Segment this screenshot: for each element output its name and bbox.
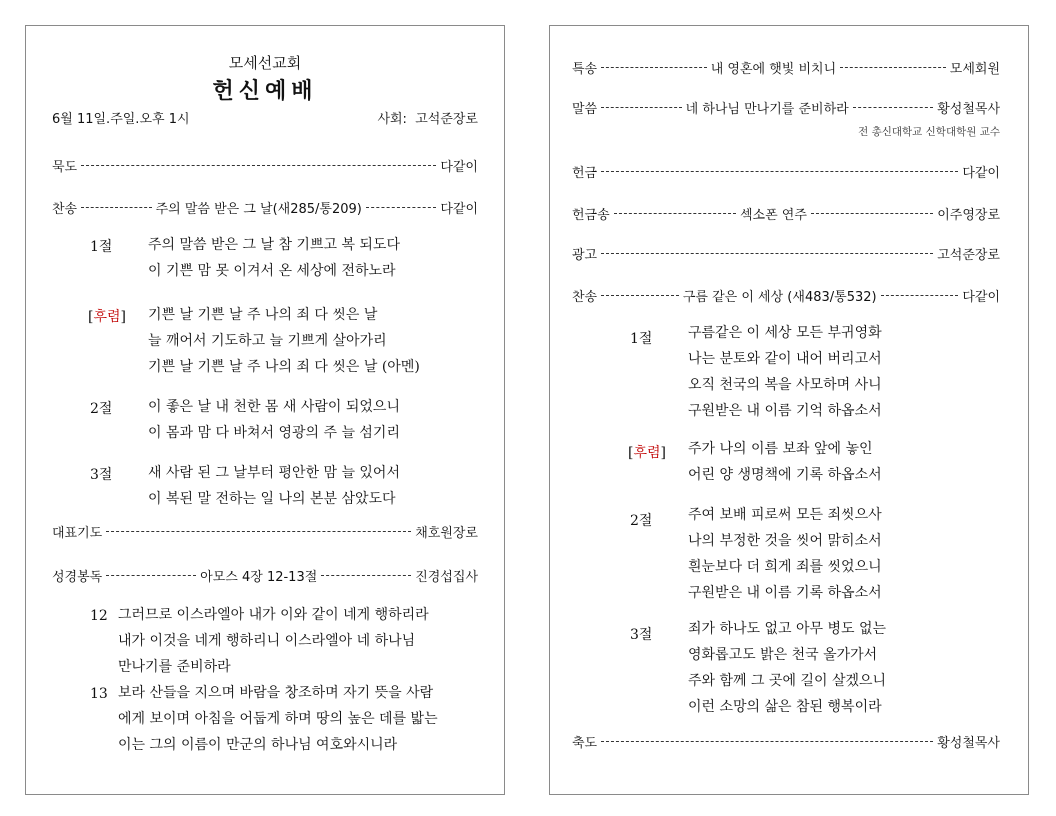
dotted-leader: [601, 295, 679, 296]
dotted-leader: [321, 575, 411, 576]
dotted-leader: [601, 253, 933, 254]
order-leader: 황성철목사: [937, 102, 1001, 117]
verse-number: 3절: [630, 627, 653, 643]
order-detail: 아모스 4장 12-13절: [200, 570, 318, 585]
order-item-sermon: [572, 98, 1000, 117]
order-detail: 섹소폰 연주: [739, 208, 807, 223]
dotted-leader: [601, 741, 933, 742]
order-item-announcements: [572, 244, 1000, 263]
order-label: 묵도: [52, 160, 78, 175]
order-leader: 진경섭집사: [415, 570, 479, 585]
order-detail: 네 하나님 만나기를 준비하라: [685, 102, 849, 117]
order-leader: 다같이: [440, 160, 478, 175]
order-detail: 내 영혼에 햇빛 비치니: [710, 62, 837, 77]
dotted-leader: [106, 531, 411, 532]
bible-verse-number: 12: [90, 608, 108, 624]
order-label: 찬송: [572, 290, 598, 305]
order-item-benediction: [572, 732, 1000, 751]
verse-text: 주여 보배 피로써 모든 죄씻으사 나의 부정한 것을 씻어 맑히소서 흰눈보다 더 희게 죄를 씻었으니 구원받은 내 이름 기록 하옵소서: [688, 507, 882, 601]
service-host: [377, 108, 478, 127]
verse-text: 구름같은 이 세상 모든 부귀영화 나는 분토와 같이 내어 버리고서 오직 천국의 복을 사모하며 사니 구원받은 내 이름 기억 하옵소서: [688, 325, 882, 419]
order-item-silent-prayer: [52, 156, 478, 175]
order-leader: 모세회원: [949, 62, 1000, 77]
order-label: 말씀: [572, 102, 598, 117]
bulletin-page-right: [549, 25, 1029, 795]
bible-verse-text: 보라 산들을 지으며 바람을 창조하며 자기 뜻을 사람 에게 보이며 아침을 어둡게 하며 땅의 높은 데를 밟는 이는 그의 이름이 만군의 하나님 여호와시니라: [118, 685, 438, 753]
chorus-marker: [후렴]: [88, 309, 126, 325]
host-name: 고석준장로: [415, 112, 478, 127]
service-title: 헌신예배: [212, 78, 318, 104]
dotted-leader: [840, 67, 946, 68]
verse-number: 2절: [630, 513, 653, 529]
order-item-offering-song: [572, 204, 1000, 223]
order-leader: 황성철목사: [937, 736, 1000, 751]
order-label: 축도: [572, 736, 598, 751]
dotted-leader: [601, 107, 682, 108]
order-item-representative-prayer: [52, 522, 478, 541]
dotted-leader: [853, 107, 934, 108]
order-item-special-song: [572, 58, 1000, 77]
verse-text: 주의 말씀 받은 그 날 참 기쁘고 복 되도다 이 기쁜 맘 못 이겨서 온 세상에 전하노라: [148, 237, 400, 279]
dotted-leader: [106, 575, 196, 576]
dotted-leader: [601, 67, 707, 68]
order-label: 대표기도: [52, 526, 103, 541]
speaker-note: 전 총신대학교 신학대학원 교수: [858, 126, 1000, 138]
verse-number: 3절: [90, 467, 113, 483]
order-leader: 다같이: [440, 202, 479, 217]
verse-text: 새 사람 된 그 날부터 평안한 맘 늘 있어서 이 복된 말 전하는 일 나의 본분 삼았도다: [148, 465, 400, 507]
chorus-marker: [후렴]: [628, 445, 666, 461]
order-item-scripture-reading: [52, 566, 478, 585]
order-leader: 다같이: [962, 290, 1001, 305]
order-label: 특송: [572, 62, 598, 77]
order-item-hymn: [52, 198, 478, 217]
order-label: 광고: [572, 248, 598, 263]
chorus-text: 주가 나의 이름 보좌 앞에 놓인 어린 양 생명책에 기록 하옵소서: [688, 441, 882, 483]
order-leader: 이주영장로: [937, 208, 1001, 223]
dotted-leader: [881, 295, 959, 296]
order-label: 성경봉독: [52, 570, 103, 585]
order-detail: 구름 같은 이 세상 (새483/통532): [682, 290, 877, 305]
order-label: 헌금: [572, 166, 598, 181]
order-item-hymn: [572, 286, 1000, 305]
order-label: 찬송: [52, 202, 78, 217]
church-name: 모세선교회: [228, 54, 302, 72]
bible-verse-text: 그러므로 이스라엘아 내가 이와 같이 네게 행하리라 내가 이것을 네게 행하리니 이스라엘아 네 하나님 만나기를 준비하라: [118, 607, 429, 675]
dotted-leader: [81, 207, 151, 208]
order-label: 헌금송: [572, 208, 610, 223]
bulletin-page-left: [25, 25, 505, 795]
dotted-leader: [614, 213, 736, 214]
order-leader: 채호원장로: [415, 526, 478, 541]
dotted-leader: [81, 165, 436, 166]
verse-number: 1절: [630, 331, 653, 347]
service-date: 6월 11일.주일.오후 1시: [52, 112, 190, 127]
verse-number: 1절: [90, 239, 113, 255]
dotted-leader: [811, 213, 933, 214]
host-label: 사회:: [377, 112, 407, 127]
bible-verse-number: 13: [90, 686, 108, 702]
order-leader: 다같이: [962, 166, 1000, 181]
verse-text: 이 좋은 날 내 천한 몸 새 사람이 되었으니 이 몸과 맘 다 바쳐서 영광의 주 늘 섬기리: [148, 399, 400, 441]
chorus-text: 기쁜 날 기쁜 날 주 나의 죄 다 씻은 날 늘 깨어서 기도하고 늘 기쁘게 살아가리 기쁜 날 기쁜 날 주 나의 죄 다 씻은 날 (아멘): [148, 307, 420, 375]
order-detail: 주의 말씀 받은 그 날(새285/통209): [155, 202, 362, 217]
order-item-offering: [572, 162, 1000, 181]
verse-text: 죄가 하나도 없고 아무 병도 없는 영화롭고도 밝은 천국 올가가서 주와 함께 그 곳에 길이 살겠으니 이런 소망의 삶은 참된 행복이라: [688, 621, 887, 715]
dotted-leader: [366, 207, 436, 208]
order-leader: 고석준장로: [937, 248, 1000, 263]
verse-number: 2절: [90, 401, 113, 417]
dotted-leader: [601, 171, 958, 172]
